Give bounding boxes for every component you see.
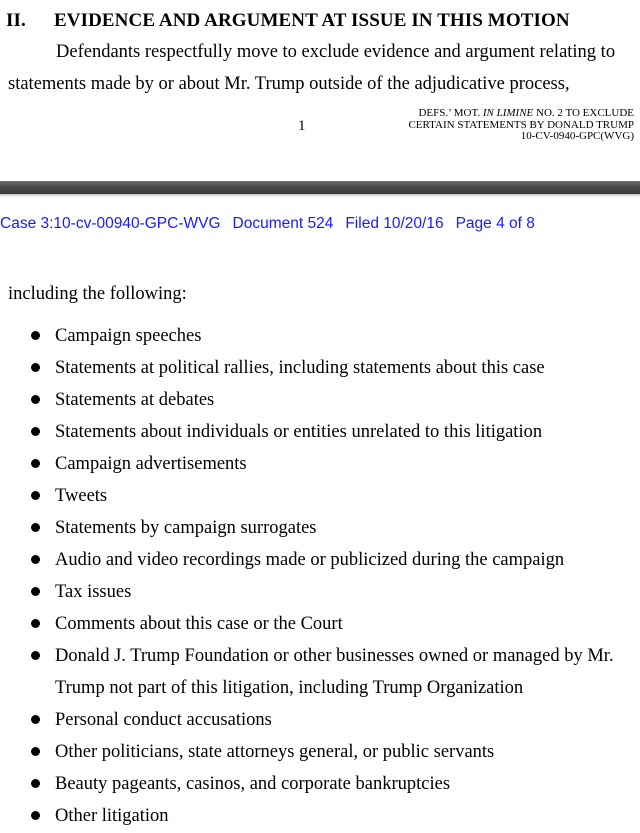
list-item [0,480,640,512]
case-number: Case 3:10-cv-00940-GPC-WVG [0,215,221,232]
list-item-text: Other politicians, state attorneys general, or public servants [55,742,495,762]
list-item [0,800,640,832]
section-title: EVIDENCE AND ARGUMENT AT ISSUE IN THIS MOTION [54,10,570,31]
bullet-dot-icon [31,363,40,372]
list-item [0,448,640,480]
list-item [0,320,640,352]
list-item-text: Statements at political rallies, including statements about this case [55,358,545,378]
list-item [0,768,640,800]
list-item-text: Tweets [55,486,108,506]
bullet-dot-icon [31,331,40,340]
previous-page-bottom [0,0,640,180]
bullet-dot-icon [31,427,40,436]
bullet-dot-icon [31,555,40,564]
list-item [0,544,640,576]
paragraph-line-1: Defendants respectfully move to exclude evidence and argument relating to [56,42,616,62]
list-item [0,352,640,384]
filed-date: Filed 10/20/16 [345,215,444,232]
list-item-text: Comments about this case or the Court [55,614,343,634]
page-indicator: Page 4 of 8 [455,215,535,232]
list-item [0,576,640,608]
bullet-dot-icon [31,715,40,724]
footer-line-1-prefix: DEFS.’ MOT. [418,107,481,119]
list-item [0,512,640,544]
list-item-text: Other litigation [55,806,169,826]
page-number: 1 [298,118,306,134]
list-item [0,736,640,768]
list-item-text: Tax issues [55,582,132,602]
document-number: Document 524 [232,215,334,232]
case-header [0,215,547,233]
footer-line-2: CERTAIN STATEMENTS BY DONALD TRUMP [408,118,634,131]
bullet-dot-icon [31,587,40,596]
list-item-continuation [0,672,640,704]
list-item [0,704,640,736]
bullet-dot-icon [31,395,40,404]
list-item-text: Personal conduct accusations [55,710,272,730]
bullet-dot-icon [31,651,40,660]
footer-line-1-suffix: NO. 2 TO EXCLUDE [536,107,634,119]
footer-line-1 [408,108,634,120]
list-item-text: Donald J. Trump Foundation or other businesses owned or managed by Mr. [55,646,614,666]
list-item-text: Beauty pageants, casinos, and corporate bankruptcies [55,774,451,794]
list-item-text: Statements about individuals or entities unrelated to this litigation [55,422,543,442]
page-divider [0,181,640,194]
intro-text: including the following: [8,284,187,304]
section-heading [6,10,570,32]
section-number: II. [6,10,26,31]
list-item-text: Campaign speeches [55,326,202,346]
list-item [0,608,640,640]
bullet-dot-icon [31,523,40,532]
bullet-dot-icon [31,459,40,468]
list-item-text: Campaign advertisements [55,454,247,474]
footer-line-3: 10-CV-0940-GPC(WVG) [520,130,634,142]
list-item-text: Trump not part of this litigation, including Trump Organization [55,678,524,698]
bullet-dot-icon [31,779,40,788]
bullet-dot-icon [31,619,40,628]
paragraph-line-2: statements made by or about Mr. Trump outside of the adjudicative process, [8,74,570,94]
list-item [0,640,640,672]
list-item [0,384,640,416]
bullet-dot-icon [31,811,40,820]
bullet-dot-icon [31,747,40,756]
list-item-text: Statements by campaign surrogates [55,518,317,538]
footer-caption [408,108,634,143]
bullet-list [0,320,640,832]
footer-line-1-italic: IN LIMINE [482,107,534,119]
bullet-dot-icon [31,491,40,500]
list-item-text: Statements at debates [55,390,215,410]
list-item [0,416,640,448]
list-item-text: Audio and video recordings made or publicized during the campaign [55,550,565,570]
